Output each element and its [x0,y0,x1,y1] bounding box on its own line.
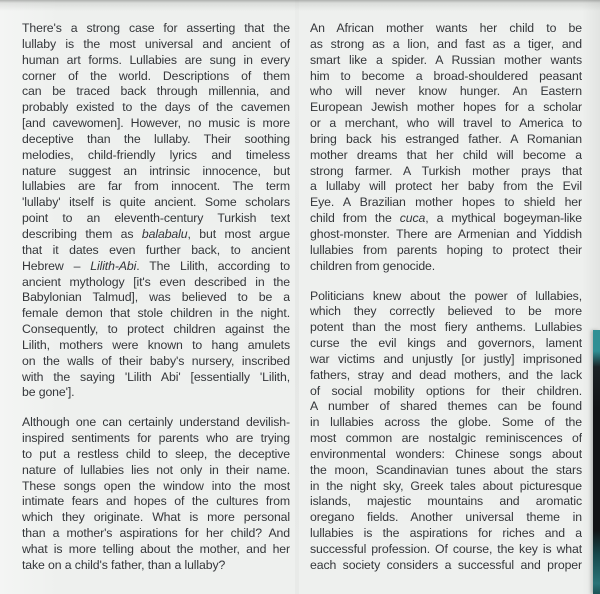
text-line: Eye. A Brazilian mother hopes to shield her [310,195,582,210]
text-line: Politicians knew about the power of lullabies, [310,288,582,303]
text-line: to put a restless child to sleep, the deceptive [22,446,290,461]
text-line: describing them as balabalu, but most argue [22,226,290,241]
text-line: smart like a spider. A Russian mother wants [310,52,582,67]
text-column-left [22,21,290,574]
text-line: each society considers a successful and proper [310,557,582,572]
text-line: child from the cuca, a mythical bogeyman-like [310,211,582,226]
text-line: fathers, stray and dead mothers, and the lack [310,367,582,382]
paragraph [22,415,290,573]
text-line: Lilith, mothers were known to hang amulets [22,337,290,352]
text-line: inspired sentiments for parents who are trying [22,431,290,446]
text-line: of social mobility options for their children. [310,383,582,398]
text-line: corner of the world. Descriptions of them [22,68,290,83]
text-line: environmental wonders: Chinese songs about [310,446,582,461]
text-line: that it dates even further back, to ancient [22,242,290,257]
text-line: A number of shared themes can be found [310,399,582,414]
text-line: a lullaby will protect her baby from the Evil [310,179,582,194]
text-line: him to become a broad-shouldered peasant [310,68,582,83]
text-line: lullabies are far from innocent. The term [22,179,290,194]
text-line: melodies, child-friendly lyrics and timeless [22,147,290,162]
text-line: lullabies from parents hoping to protect their [310,242,582,257]
book-edge-strip [593,330,600,594]
text-line: Although one can certainly understand devilish- [22,415,290,430]
text-line: curse the evil kings and governors, lament [310,336,582,351]
text-line: lullaby is the most universal and ancient of [22,36,290,51]
text-line: on the walls of their baby's nursery, inscribed [22,353,290,368]
text-line: These songs open the window into the most [22,478,290,493]
text-line: oregano fields. Another universal theme in [310,510,582,525]
text-line: 'lullaby' itself is quite ancient. Some scholars [22,195,290,210]
text-line: than a mother's aspirations for her child? And [22,526,290,541]
text-line: what is more telling about the mother, and her [22,542,290,556]
text-line: war victims and unjustly [or justly] imprisoned [310,351,582,366]
text-line: ancient mythology [it's even described in the [22,274,290,289]
text-line: can be traced back through millennia, and [22,84,290,99]
text-line: European Jewish mother hopes for a scholar [310,100,582,115]
text-line: bring back his estranged father. A Romanian [310,131,582,146]
text-line: in lullabies across the globe. Some of the [310,415,582,430]
text-line: female demon that stole children in the night. [22,306,290,321]
text-line: strong farmer. A Turkish mother prays that [310,163,582,178]
text-line: [and cavewomen]. However, no music is more [22,116,290,131]
text-line: nature suggest an intrinsic innocence, but [22,163,290,178]
text-line: Hebrew – Lilith-Abi. The Lilith, according to [22,258,290,273]
text-line: which they correctly believed to be more [310,304,582,319]
text-line: who will never know hunger. An Eastern [310,84,582,99]
text-line: An African mother wants her child to be [310,21,582,35]
text-line: Babylonian Talmud], was believed to be a [22,290,290,305]
text-column-right [310,21,582,574]
text-line: in the night sky, Greek tales about picturesque [310,478,582,493]
text-line: potent than the most fiery anthems. Lullabies [310,320,582,335]
text-line: as strong as a lion, and fast as a tiger, and [310,36,582,51]
text-line: human art forms. Lullabies are sung in every [22,52,290,67]
text-line: mother dreams that her child will become a [310,147,582,162]
text-line: which they originate. What is more personal [22,510,290,525]
text-line: be gone']. [22,385,75,400]
text-line: probably existed to the days of the cavemen [22,100,290,115]
text-line: take on a child's father, than a lullaby? [22,557,226,572]
text-line: lullabies is the aspirations for riches and a [310,526,582,541]
text-line: with the saying 'Lilith Abi' [essentially 'Lilith, [22,369,290,384]
paragraph [22,21,290,401]
text-line: or a merchant, who will travel to America to [310,116,582,131]
text-line: There's a strong case for asserting that the [22,21,290,35]
text-line: the moon, Scandinavian tunes about the stars [310,462,582,477]
text-line: deceptive than the lullaby. Their soothing [22,131,290,146]
text-line: children from genocide. [310,258,436,273]
text-line: Consequently, to protect children against the [22,322,290,337]
text-line: successful profession. Of course, the key is what [310,542,582,556]
text-line: intimate fears and hopes of the cultures from [22,494,290,509]
paragraph [310,21,582,275]
paragraph [310,289,582,574]
text-line: most common are nostalgic reminiscences of [310,431,582,446]
text-line: nature of lullabies lies not only in their name. [22,462,290,477]
text-line: point to an eleventh-century Turkish text [22,211,290,226]
text-line: ghost-monster. There are Armenian and Yiddish [310,226,582,241]
text-line: islands, majestic mountains and aromatic [310,494,582,509]
